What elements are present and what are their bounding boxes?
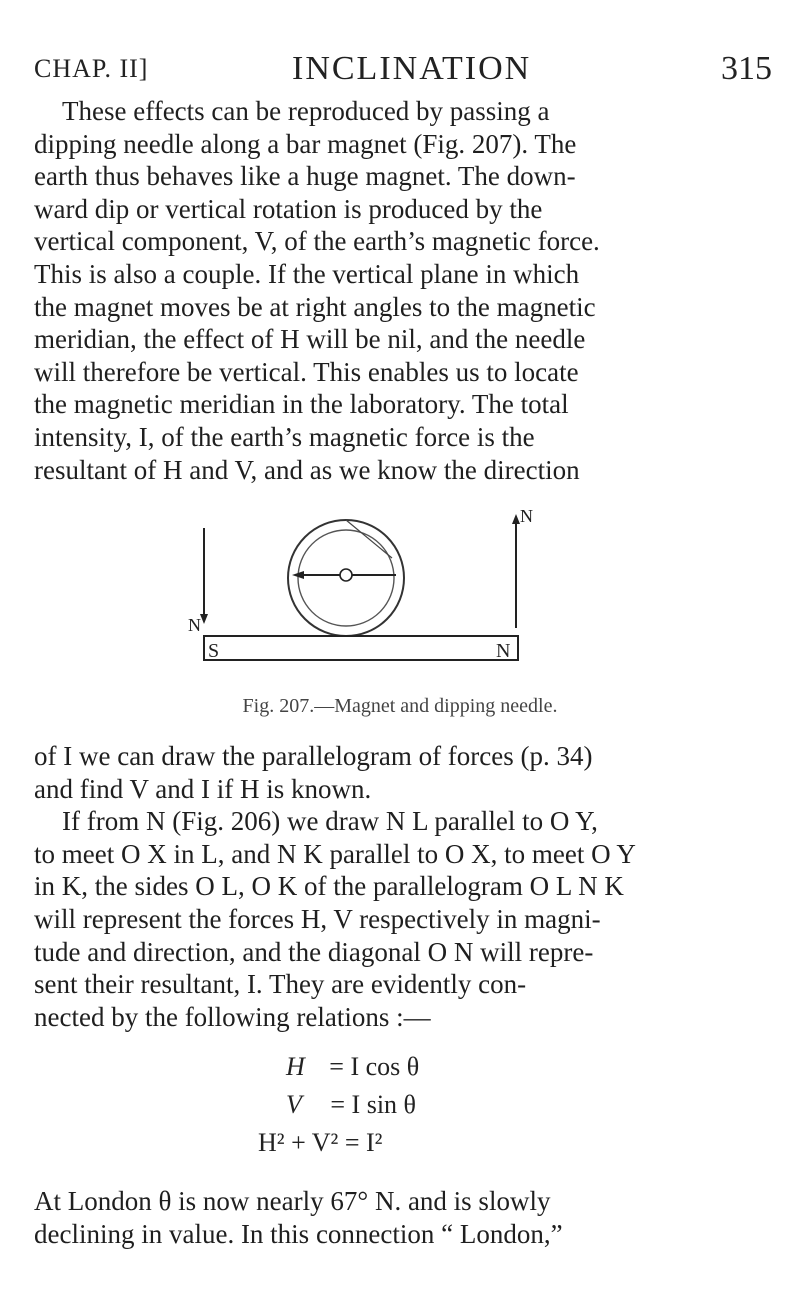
- chapter-title: INCLINATION: [292, 50, 532, 87]
- figure-caption: Fig. 207.—Magnet and dipping needle.: [242, 695, 558, 717]
- text-line: ward dip or vertical rotation is produced by the: [34, 193, 543, 224]
- left-arrow-icon: [200, 614, 208, 624]
- equation-2: [286, 1090, 416, 1120]
- text-line: the magnetic meridian in the laboratory. The total: [34, 389, 569, 420]
- equation-1: [286, 1052, 419, 1082]
- text-line: in K, the sides O L, O K of the parallelogram O L N K: [34, 871, 624, 902]
- text-line: will therefore be vertical. This enables us to locate: [34, 356, 579, 387]
- needle-pivot: [340, 569, 352, 581]
- text-line: of I we can draw the parallelogram of forces (p. 34): [34, 741, 593, 771]
- text-line: tude and direction, and the diagonal O N will repre-: [34, 936, 594, 967]
- text-line: meridian, the effect of H will be nil, and the needle: [34, 324, 586, 355]
- text-line: dipping needle along a bar magnet (Fig. 207). The: [34, 128, 577, 159]
- text-line: intensity, I, of the earth’s magnetic force is the: [34, 421, 535, 452]
- bar-magnet: [204, 636, 518, 660]
- equation-2-lhs: V: [286, 1090, 302, 1119]
- page-number: 315: [721, 50, 772, 87]
- text-line: If from N (Fig. 206) we draw N L parallel to O Y,: [62, 806, 598, 837]
- equation-1-rhs: = I cos θ: [329, 1052, 420, 1081]
- n-top-label: N: [520, 506, 533, 526]
- magnet-dipping-needle-figure: [188, 500, 556, 670]
- text-line: and find V and I if H is known.: [34, 773, 372, 804]
- n-left-label: N: [188, 615, 201, 635]
- text-line: will represent the forces H, V respectively in magni-: [34, 903, 601, 934]
- text-line: declining in value. In this connection “ London,”: [34, 1218, 563, 1249]
- text-line: earth thus behaves like a huge magnet. The down-: [34, 161, 576, 192]
- running-head: [34, 50, 772, 90]
- magnet-n-label: N: [496, 640, 511, 662]
- text-line: This is also a couple. If the vertical plane in which: [34, 258, 580, 289]
- text-line: These effects can be reproduced by passing a: [62, 96, 550, 126]
- text-line: the magnet moves be at right angles to the magnetic: [34, 291, 596, 322]
- magnet-s-label: S: [208, 640, 220, 662]
- text-line: nected by the following relations :—: [34, 1001, 431, 1032]
- equation-3: H² + V² = I²: [258, 1128, 383, 1157]
- text-line: vertical component, V, of the earth’s magnetic force.: [34, 226, 600, 257]
- equation-1-lhs: H: [286, 1052, 305, 1081]
- equation-2-rhs: = I sin θ: [330, 1090, 417, 1119]
- text-line: At London θ is now nearly 67° N. and is slowly: [34, 1186, 551, 1216]
- chapter-label: CHAP. II]: [34, 54, 149, 83]
- text-line: resultant of H and V, and as we know the direction: [34, 454, 580, 485]
- paragraph-2: [34, 740, 768, 1033]
- right-arrow-icon: [512, 514, 520, 524]
- text-line: to meet O X in L, and N K parallel to O X, to meet O Y: [34, 838, 636, 869]
- text-line: sent their resultant, I. They are evidently con-: [34, 969, 527, 1000]
- paragraph-1: [34, 95, 768, 486]
- paragraph-3: [34, 1185, 768, 1250]
